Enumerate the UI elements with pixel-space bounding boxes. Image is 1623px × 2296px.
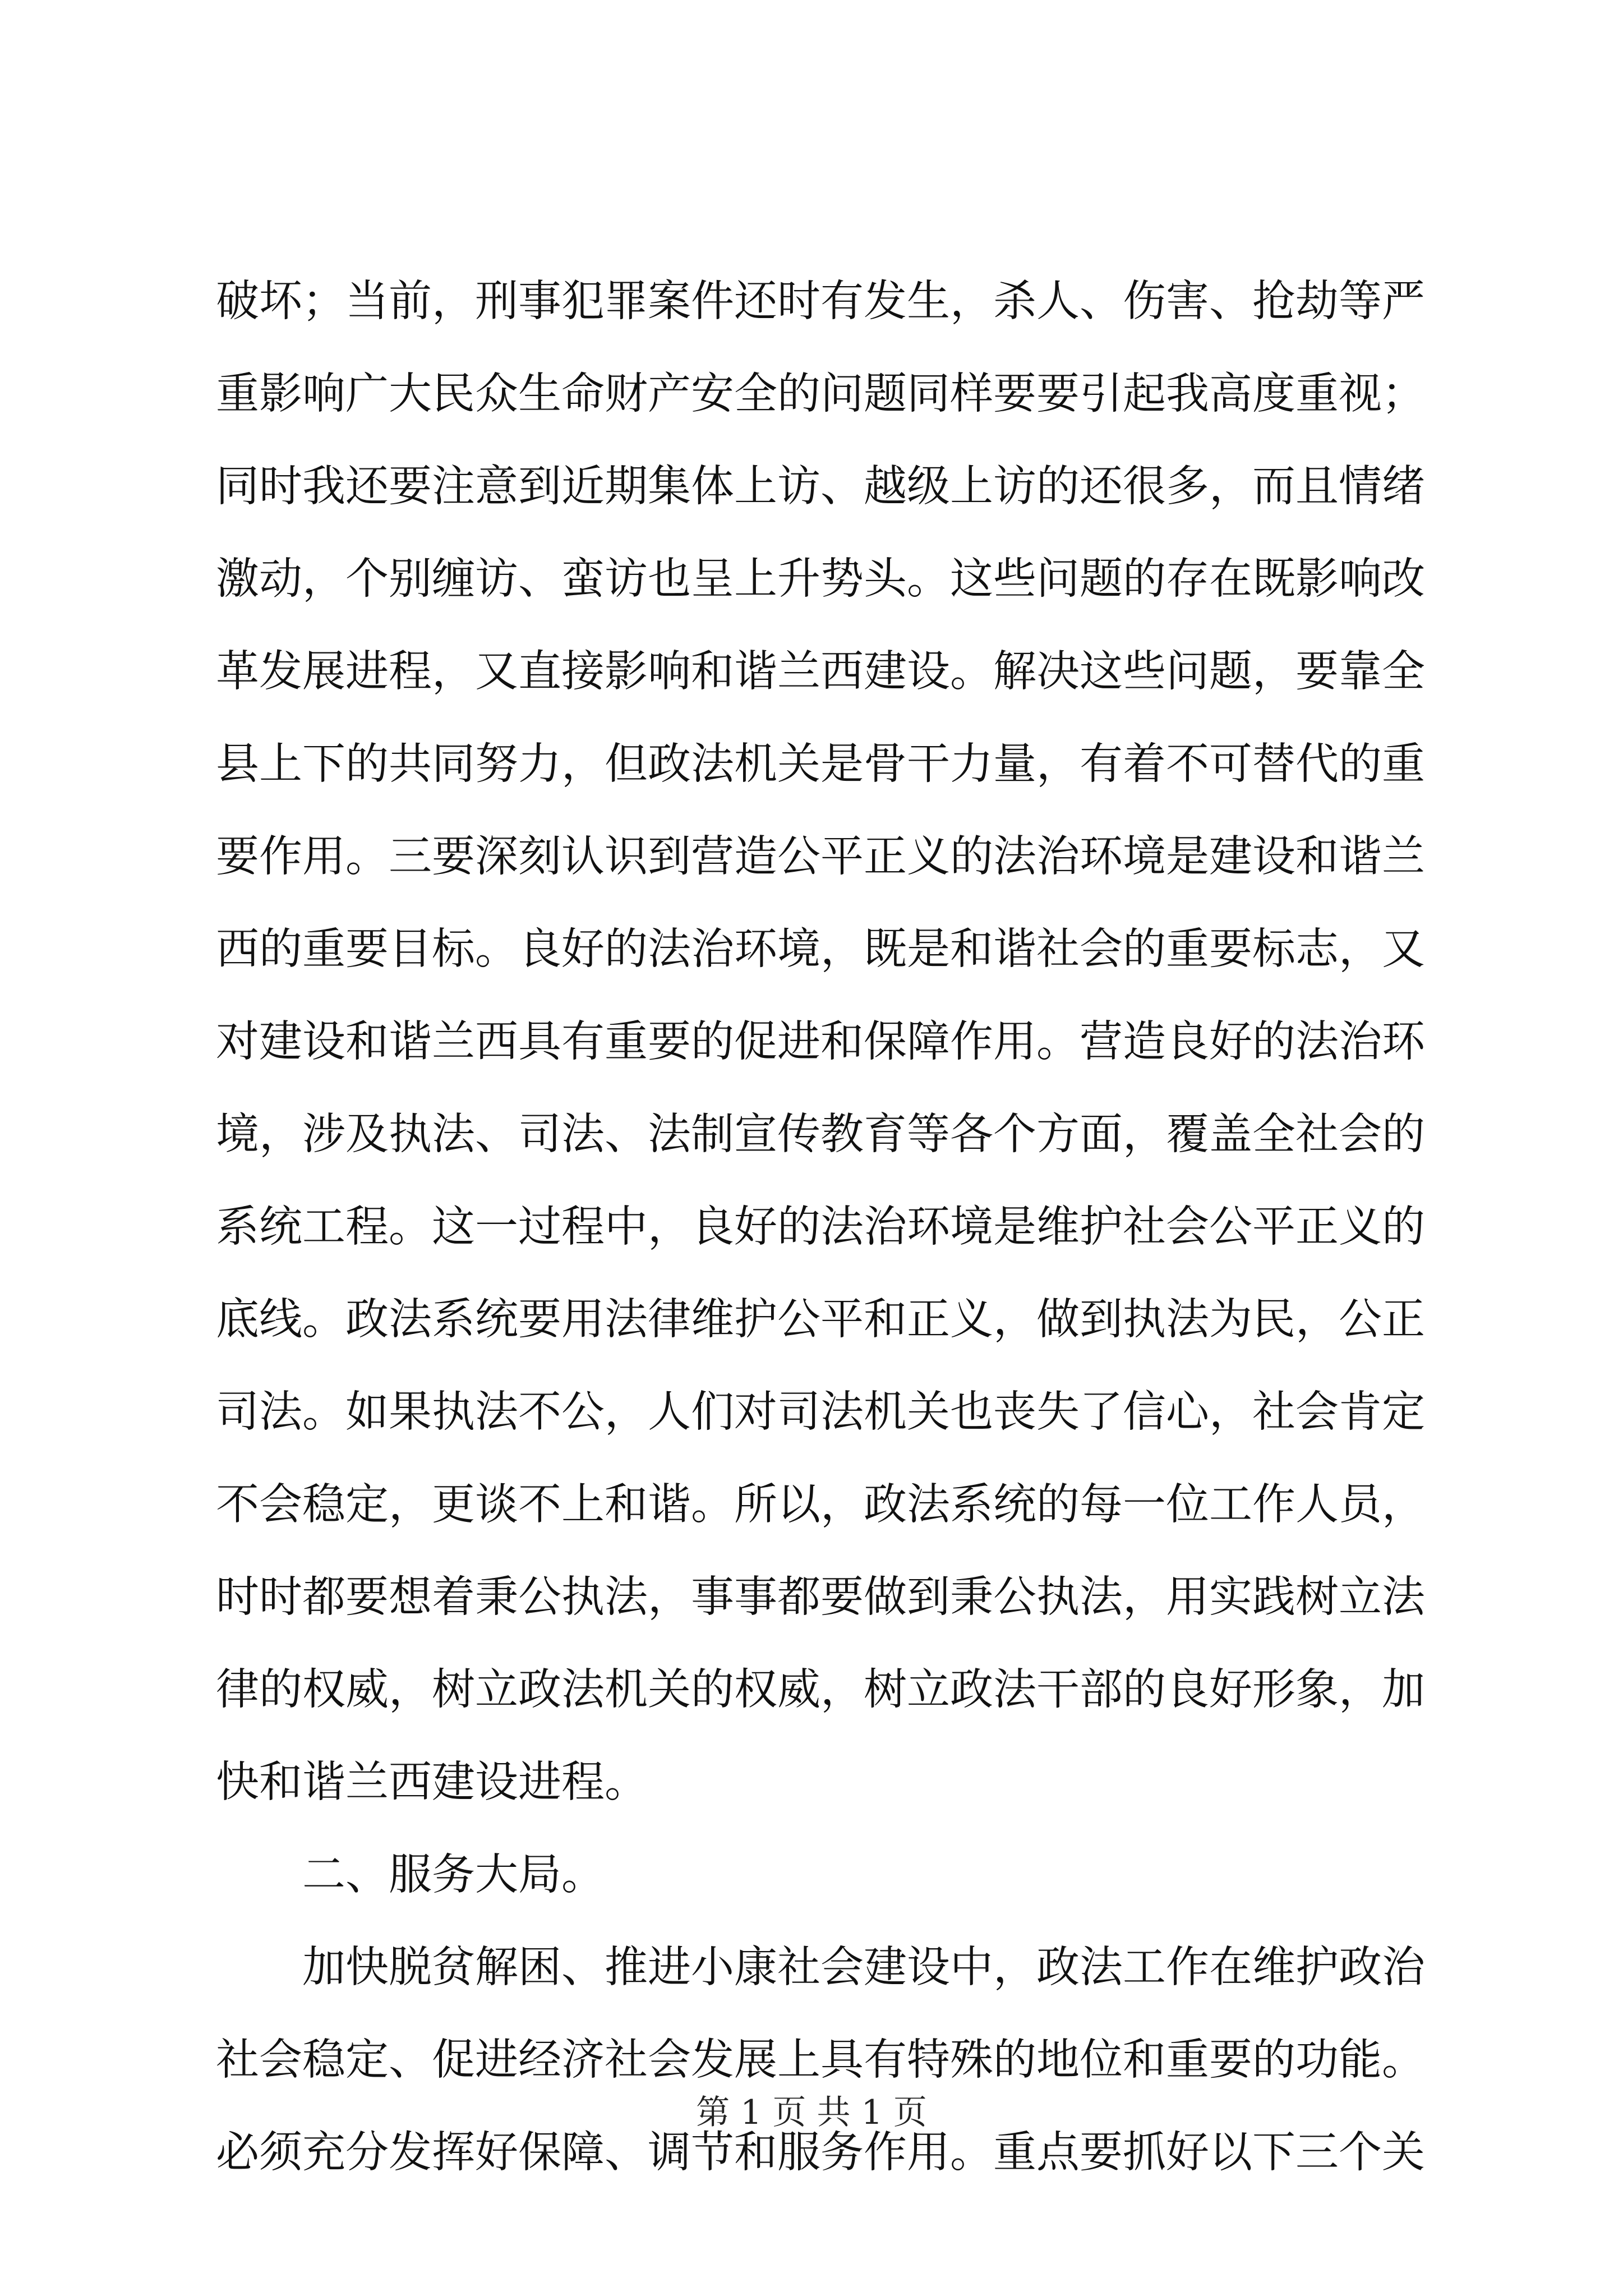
text-line: 系 统 工 程 。 这 一 过 程 中 ， 良 好 的 法 治 环 境 是 维 护 社 会 公 平 正 义 的 xyxy=(216,1202,1425,1252)
text-line: 不 会 稳 定 ， 更 谈 不 上 和 谐 。 所 以 ， 政 法 系 统 的 每 一 位 工 作 人 员 ， xyxy=(216,1480,1425,1530)
text-line: 境 ， 涉 及 执 法 、 司 法 、 法 制 宣 传 教 育 等 各 个 方 面 ， 覆 盖 全 社 会 的 xyxy=(216,1110,1425,1159)
text-line: 律 的 权 威 ， 树 立 政 法 机 关 的 权 威 ， 树 立 政 法 干 部 的 良 好 形 象 ， 加 xyxy=(216,1665,1425,1715)
text-line: 要 作 用 。 三 要 深 刻 认 识 到 营 造 公 平 正 义 的 法 治 环 境 是 建 设 和 谐 兰 xyxy=(216,832,1425,882)
text-line: 对 建 设 和 谐 兰 西 具 有 重 要 的 促 进 和 保 障 作 用 。 营 造 良 好 的 法 治 环 xyxy=(216,1017,1425,1067)
text-line: 二、服务大局。 xyxy=(302,1850,605,1900)
text-line: 底 线 。 政 法 系 统 要 用 法 律 维 护 公 平 和 正 义 ， 做 到 执 法 为 民 ， 公 正 xyxy=(216,1295,1425,1345)
page-footer: 第 1 页 共 1 页 xyxy=(696,2093,927,2132)
text-line: 破 坏 ； 当 前 ， 刑 事 犯 罪 案 件 还 时 有 发 生 ， 杀 人 、 伤 害 、 抢 劫 等 严 xyxy=(216,277,1425,326)
text-line: 必 须 充 分 发 挥 好 保 障 、 调 节 和 服 务 作 用 。 重 点 要 抓 好 以 下 三 个 关 xyxy=(216,2128,1425,2178)
text-line: 西 的 重 要 目 标 。 良 好 的 法 治 环 境 ， 既 是 和 谐 社 会 的 重 要 标 志 ， 又 xyxy=(216,924,1425,974)
text-line: 加 快 脱 贫 解 困 、 推 进 小 康 社 会 建 设 中 ， 政 法 工 作 在 维 护 政 治 xyxy=(302,1943,1425,1993)
text-line: 时 时 都 要 想 着 秉 公 执 法 ， 事 事 都 要 做 到 秉 公 执 法 ， 用 实 践 树 立 法 xyxy=(216,1572,1425,1622)
text-line: 重 影 响 广 大 民 众 生 命 财 产 安 全 的 问 题 同 样 要 要 引 起 我 高 度 重 视 ； xyxy=(216,369,1425,419)
text-line: 激 动 ， 个 别 缠 访 、 蛮 访 也 呈 上 升 势 头 。 这 些 问 题 的 存 在 既 影 响 改 xyxy=(216,554,1425,604)
text-line: 革 发 展 进 程 ， 又 直 接 影 响 和 谐 兰 西 建 设 。 解 决 这 些 问 题 ， 要 靠 全 xyxy=(216,647,1425,697)
document-body xyxy=(216,255,1425,2199)
text-line: 县 上 下 的 共 同 努 力 ， 但 政 法 机 关 是 骨 干 力 量 ， 有 着 不 可 替 代 的 重 xyxy=(216,739,1425,789)
text-line: 司 法 。 如 果 执 法 不 公 ， 人 们 对 司 法 机 关 也 丧 失 了 信 心 ， 社 会 肯 定 xyxy=(216,1387,1425,1437)
text-line: 同 时 我 还 要 注 意 到 近 期 集 体 上 访 、 越 级 上 访 的 还 很 多 ， 而 且 情 绪 xyxy=(216,462,1425,512)
text-line: 社 会 稳 定 、 促 进 经 济 社 会 发 展 上 具 有 特 殊 的 地 位 和 重 要 的 功 能 。 xyxy=(216,2035,1425,2085)
text-line: 快和谐兰西建设进程。 xyxy=(216,1757,648,1807)
